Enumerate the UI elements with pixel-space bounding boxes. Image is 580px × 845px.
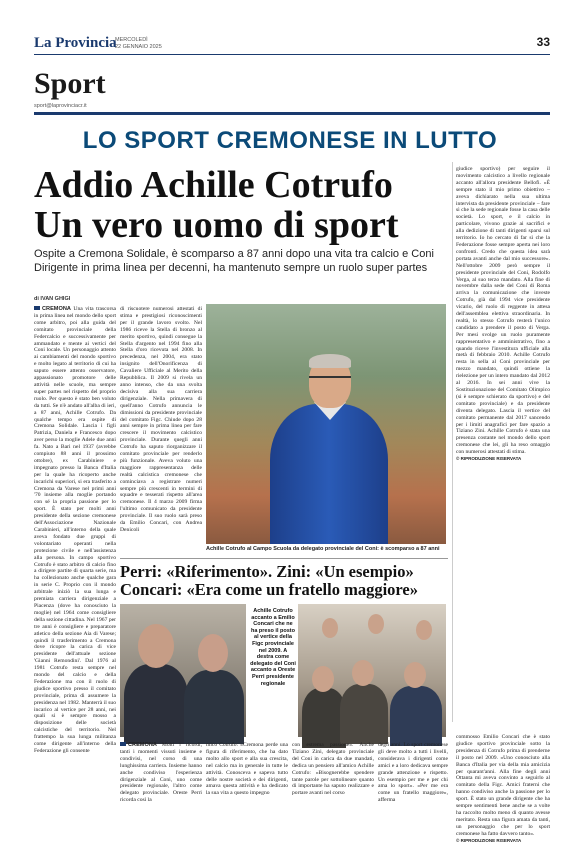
issue-day: 22 GENNAIO 2025 <box>115 43 162 50</box>
section-title: Sport <box>34 67 106 100</box>
column-1-text: Una vita trascorsa in prima linea nel mondo dello sport come arbitro, poi alla guida del comitato provinciale della Federcalcio e successivamente per ammandato e mente ai vertici del Coni locale. Un personaggio attento ai cambiamenti del mondo sportivo e molto legato al territorio di cui ha saputo essere attento osservatore, appassionato promotore delle attività nelle scuole, ma sempre super partes nel rispetto del proprio ruolo. Per questo è stato ben voluto da tutti. Se n'è andato all'alba di ieri, a 87 anni, Achille Cotrufo. Da qualche tempo era ospite di Cremona Solidale. Lascia i figli Patrizia, Daniela e Francesco dopo aver perso la moglie Adele due anni fa. Nato a Bari nel 1937 (avrebbe compiuto 88 anni il prossimo ottobre), ex Carabiniere e impegnato presso la Banca d'Italia per la quale ha ricoperto anche incarichi superiori, si era trasferito a Cremona da Varese nel primi anni '70 insieme alla moglie portando con sé la propria passione per lo sport. È stato per molti anni presidente della sezione cremonese dell'Associazione Nazionale Carabinieri, all'interno della quale aveva fondato due gruppi di volontariato operanti nella protezione civile e nell'assistenza alla persona. In campo sportivo Cotrufo è stato arbitro di calcio fino a dirigere partite di quarta serie, ma ha collezionato anche qualche gara in serie C. Proprio con il mondo arbitrale iniziò la sua lunga e premiata carriera dirigenziale a Piacenza (dove ha conosciuto la moglie) nel 1964 come consigliere della sezione cittadina. Nel 1967 per tre anni è consigliere e preparatore atletico della sezione Aia di Varese; quindi il trasferimento a Cremona dove ricopre la carica di vice presidente dell'attuale sezione 'Gianni Remondini'. Dal 1976 al 1981 Cotrufo resta sempre nel mondo del calcio e della Federazione ma con il ruolo di giudice sportivo presso il comitato provinciale, prima di assumere la presidenza nel 1982. Manterrà il suo incarico al vertice per 28 anni, nei quali si è sempre mosso a disposizione delle società calcistiche del territorio. Nel frattempo la sua lunga militanza come dirigente all'interno della Federazione gli consente <box>34 306 116 754</box>
section-rule <box>34 112 550 115</box>
secondary-column-2-text: mico Cotrufo: «Cremona perde una figura di riferimento, che ha dato molto allo sport e alla sua crescita, nel calcio ma in generale in tutte le attività. Conosceva e sapeva tutto delle nostre società e dei dirigenti, amava questa attività e ha dedicato la sua vita a questo impegno <box>206 742 288 797</box>
secondary-column-1 <box>120 742 202 826</box>
secondary-column-1-text: Molti i ricordi, tanti i momenti vissuti insieme e condivisi, nel corso di una lunghissima carriera. Insieme hanno anche condiviso l'esperienza dirigenziale al Coni, uno come presidente regionale, l'altro come delegato provinciale. Oreste Perri ricorda così la <box>120 742 202 804</box>
secondary-photo-left <box>120 604 246 737</box>
secondary-headline-line-1: Perri: «Riferimento». Zini: «Un esempio» <box>120 562 414 581</box>
secondary-lead-dateline: CREMONA <box>128 742 157 748</box>
issue-weekday: MERCOLEDÌ <box>115 37 148 43</box>
secondary-rule <box>120 558 448 559</box>
column-3-text: giudice sportivo) per seguire il movimento calcistico a livello regionale accanto all'allora presidente Bellofi. «È sempre stato il mio primo obiettivo – aveva dichiarato nella sua ultima intervista da presidente provinciale – fare sì che la sede regionale fosse la casa delle società. Lo sport, e il calcio in particolare, vivono grazie ai sacrifici e alla dedizione di tanti dirigenti sparsi sul territorio. Io ho cercato di far sì che la Federazione fosse sempre aperta nei loro confronti. Credo che questa idea sarà portata avanti anche dal mio successore». Nell'ottobre 2009 però sempre il presidente provinciale del Coni, Rodolfo Verga, al suo terzo mandato. Alla fine di novembre dalla sede del Coni di Roma arriva la comunicazione che investe Cotrufo, già dal 1994 vice presidente vicario, del ruolo di reggente in attesa dell'assemblea elettiva straordinaria. In realtà, lo stesso Cotrufo resterà l'unico candidato a prendere il posto di Verga. Per mesi svolge un ruolo puramente rappresentativo e amministrativo, fino a quando riceve l'investitura ufficiale alla metà di febbraio 2010. Achille Cotrufo resta in sella al Coni provinciale per mezzo mandato, quindi ottiene la rielezione per un intero mandato dal 2012 al 2016. In sei anni vive la Sostituzionazione del Comitato Olimpico (sì è sempre schierato da sportivo) e del comitato provinciale) e da presidente diventa delegato. Lascia il vertice del comitato permanente dal 2017 sancendo per i limiti anagrafici per fare spazio a Tiziano Zini. Achille Cotrufo è stata una presenza costante nel mondo dello sport cremonese che lei, gli ha reso omaggio con numerosi attestati di stima. <box>456 166 550 456</box>
page-number: 33 <box>536 35 550 49</box>
secondary-copyright-note: © RIPRODUZIONE RISERVATA <box>456 837 522 843</box>
secondary-column-2 <box>206 742 288 826</box>
secondary-headline-line-2: Concari: «Era come un fratello maggiore» <box>120 580 418 599</box>
lead-dateline: CREMONA <box>42 306 71 312</box>
secondary-lead-marker <box>120 742 126 746</box>
article-subhead: Ospite a Cremona Solidale, è scomparso a 87 anni dopo una vita tra calcio e Coni Dirigente in prima linea per decenni, ha mantenuto sempre un ruolo super partes <box>34 248 434 274</box>
article-column-3 <box>456 166 550 726</box>
issue-date <box>115 37 162 50</box>
article-byline: di IVAN GHIGI <box>34 296 71 302</box>
secondary-photo-caption: Achille Cotrufo accanto a Emilio Concari che ne ha preso il posto al vertice della Figc provinciale nel 2009. A destra come delegato del Coni accanto a Oreste Perri presidente regionale <box>250 608 296 687</box>
secondary-column-3-text: con estrema passione». Anche Tiziano Zini, delegato provinciale del Coni in carica da due mandati, dedica un pensiero all'amico Achille Cotrufo: «Bisognerebbe spendere tante parole per sottolineare quanto di importante ha saputo realizzare e portare avanti nel corso <box>292 742 374 797</box>
secondary-column-3 <box>292 742 374 826</box>
secondary-column-4 <box>378 742 448 826</box>
secondary-headline <box>120 563 450 599</box>
article-kicker: LO SPORT CREMONESE IN LUTTO <box>82 127 498 154</box>
secondary-column-4-text: degli anni. Lo sport cremonese gli deve molto a tutti i livelli, considerava i dirigenti come amici e a loro dedicava sempre grande attenzione e rispetto. Un esempio per me e per chi ama lo sport». «Per me era come un fratello maggiore», afferma <box>378 742 448 804</box>
newspaper-brand: La Provincia <box>34 35 117 51</box>
masthead <box>34 35 550 55</box>
main-photo <box>206 304 446 544</box>
secondary-photo-right <box>298 604 446 737</box>
section-email: sport@laprovinciacr.it <box>34 103 87 109</box>
headline-line-1: Addio Achille Cotrufo <box>34 164 393 206</box>
lead-marker <box>34 306 40 310</box>
column-divider <box>452 162 453 722</box>
secondary-column-5-text: commosso Emilio Concari che è stato giudice sportivo provinciale sotto la presidenza di Cotrufo prima di prenderne il posto nel 2009. «Uno conosciuto alla Banca d'Italia per via della mia amicizia per quarant'anni. Alla fine degli anni Ottanta mi aveva convinto a seguirlo al comitato della Figc. Amici fraterni che hanno condiviso anche la passione per lo sport. È stato un grande dirigente che ha sempre sentimenti bene anche se a volte ha raccolto molto meno di quanto avesse meritato. Resta una figura amata da tanti, un personaggio che per lo sport cremonese ha fatto davvero tanto». <box>456 734 550 837</box>
main-photo-caption: Achille Cotrufo al Campo Scuola da delegato provinciale del Coni: è scomparso a 87 anni <box>206 546 440 552</box>
photo-person <box>270 356 388 544</box>
column-2-text: di riscuotere numerosi attestati di stima e prestigiosi riconoscimenti per il grande lavoro svolto. Nel 1986 riceve la Stella di bronzo al merito sportivo, quindi consegue la Stella d'argento nel 1994 fino alla Stella d'oro ricevuta nel 2008. In precedenza, nel 2004, era stato insignito dell'Onorificenza di Cavaliere Ufficiale al Merito della Repubblica. Il 2009 si rivela un anno intenso, che da una svolta decisiva alla sua carriera dirigenziale. Nella primavera di quell'anno Cotrufo annuncia le dimissioni da presidente provinciale del comitato Figc. Chiude dopo 28 anni sempre in prima linea per fare crescere il movimento calcistico provinciale. Durante quegli anni Cotrufo ha saputo riorganizzare il comitato provinciale per renderlo più funzionale. Aveva voluto una maggiore rappresentanza delle realtà calcistica cremonese che cominciava a registrare numeri sempre più crescenti in termini di squadre e tesserati rispetto all'area cremonese. Il 4 marzo 2009 firma l'ultimo comunicato da presidente provinciale. Il suo ruolo sarà preso da Emilio Concari, con Andrea Denicoli <box>120 306 202 533</box>
article-column-1 <box>34 306 116 754</box>
headline-line-2: Un vero uomo di sport <box>34 204 399 246</box>
secondary-column-5 <box>456 734 550 843</box>
article-headline <box>34 165 454 245</box>
article-column-2 <box>120 306 202 554</box>
copyright-note: © RIPRODUZIONE RISERVATA <box>456 456 522 462</box>
